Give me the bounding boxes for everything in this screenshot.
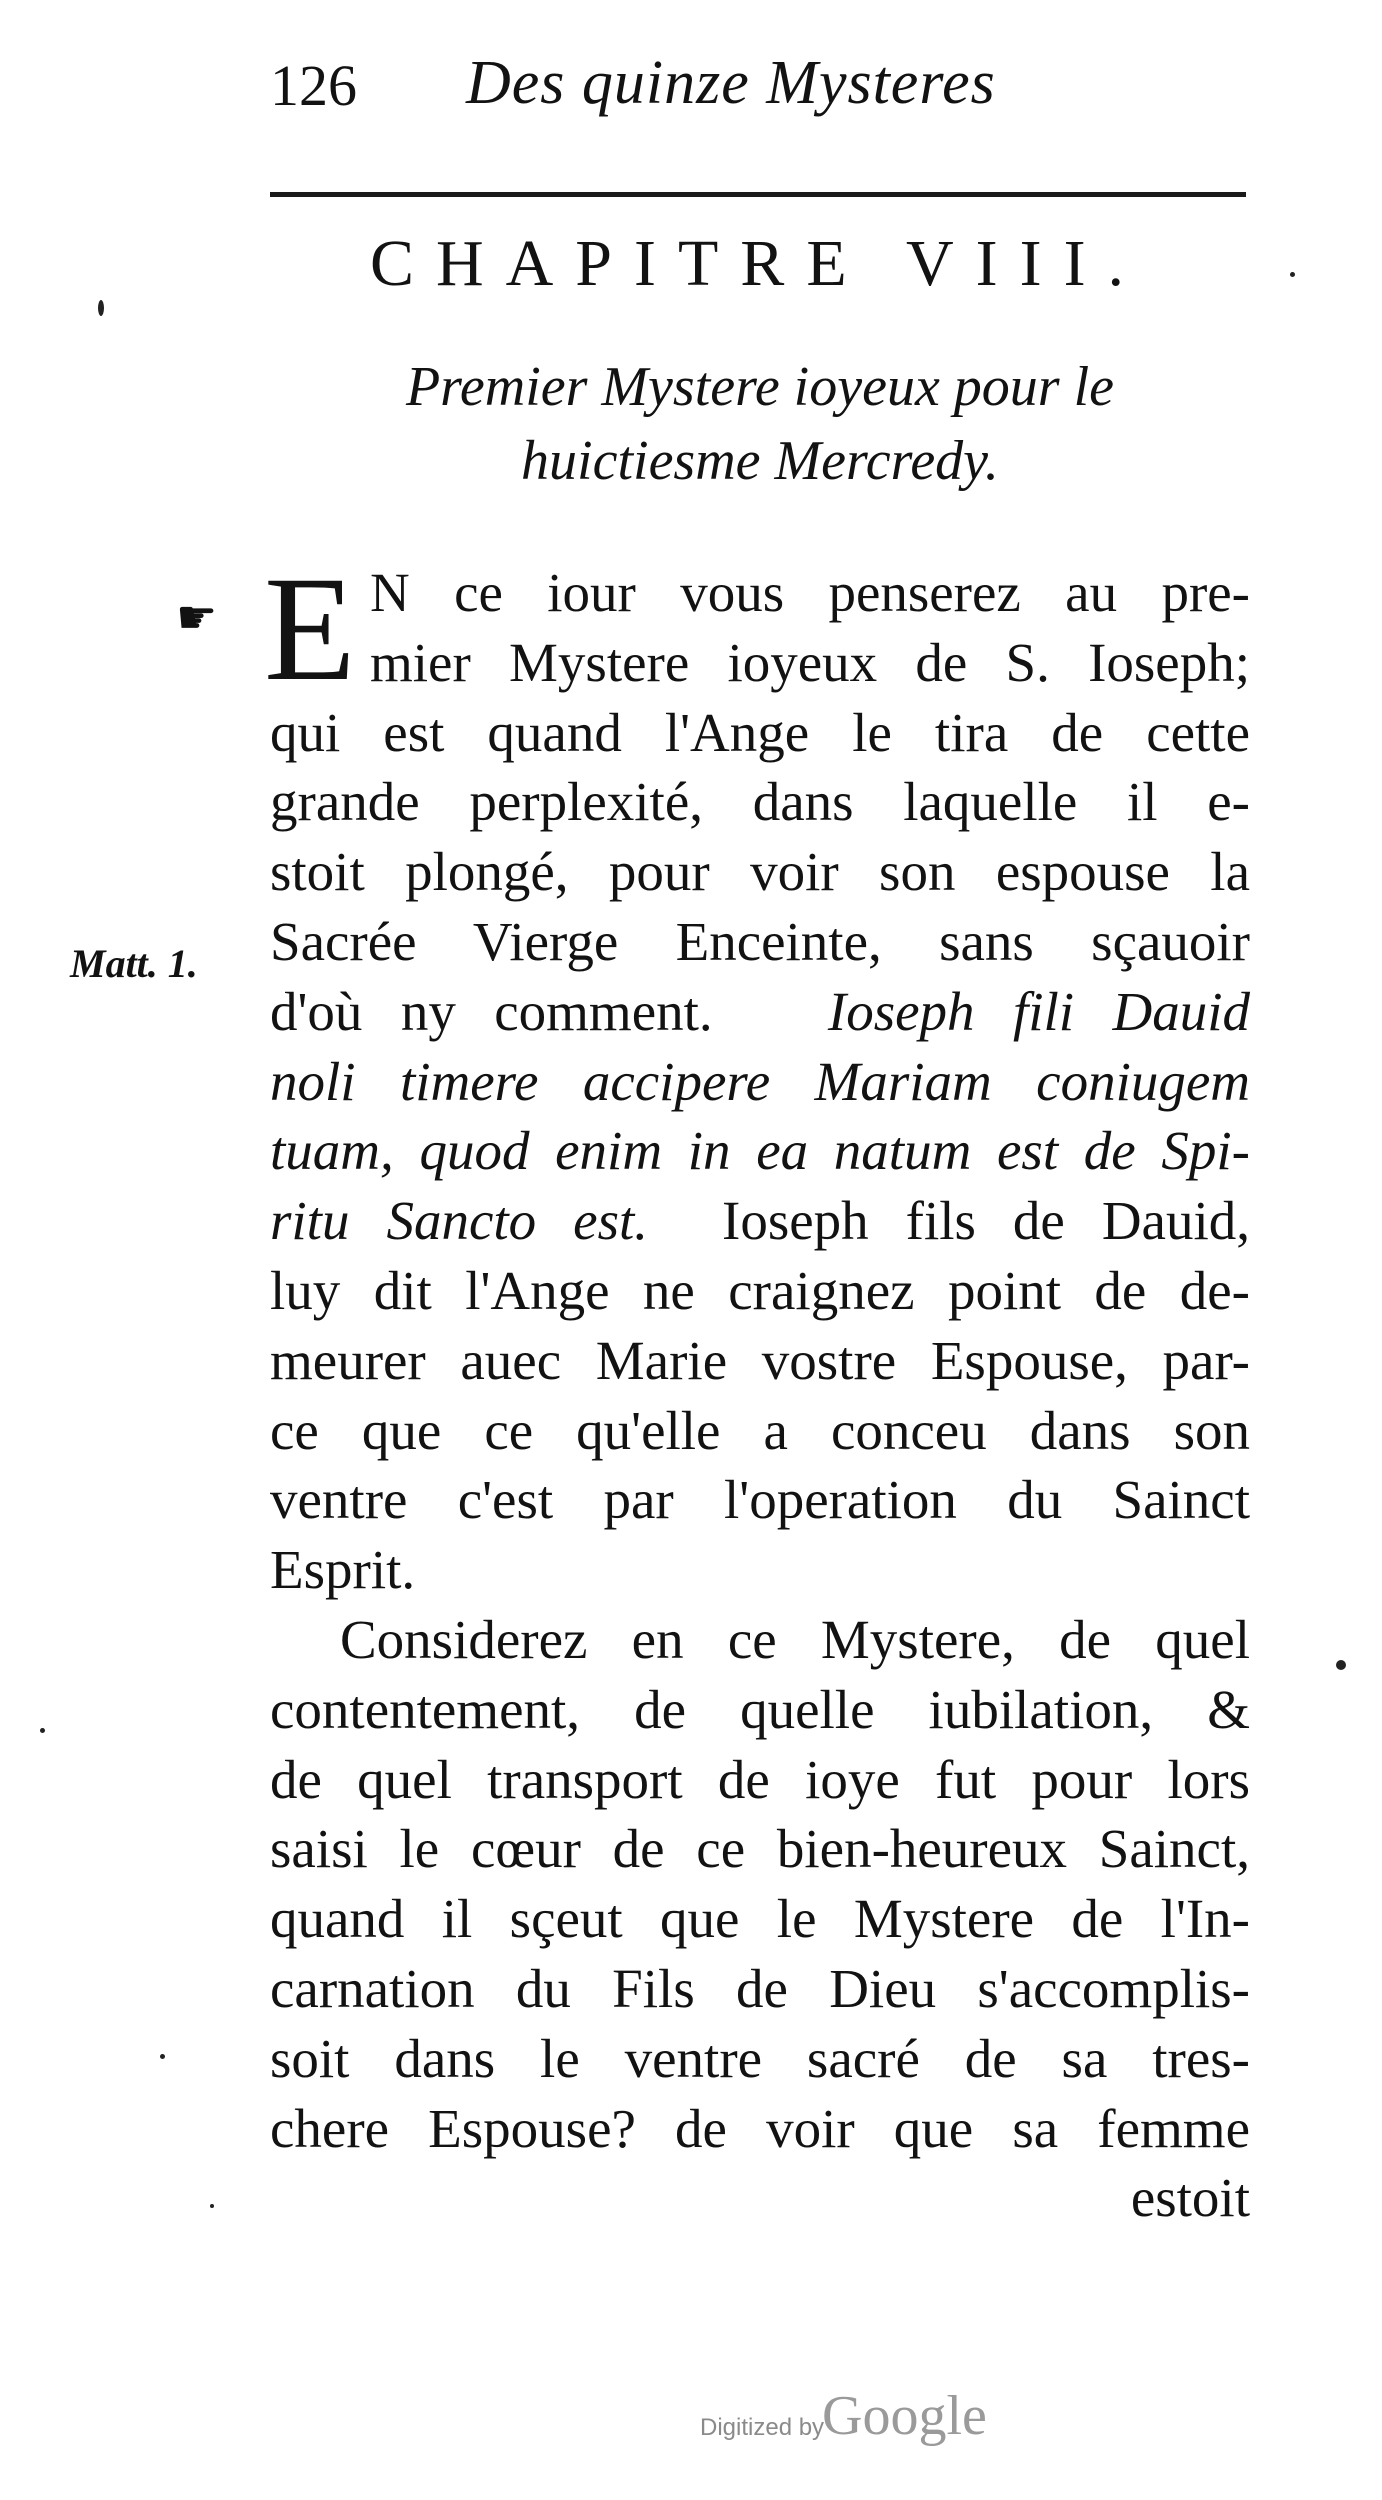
text-line: mier Mystere ioyeux de S. Ioseph; bbox=[370, 631, 1250, 693]
latin-quote: noli timere accipere Mariam coniugem bbox=[270, 1050, 1250, 1112]
text-line: chere Espouse? de voir que sa femme bbox=[270, 2097, 1250, 2159]
text-line: contentement, de quelle iubilation, & bbox=[270, 1678, 1250, 1740]
running-title: Des quinze Mysteres bbox=[466, 49, 996, 117]
text-line: de quel transport de ioye fut pour lors bbox=[270, 1748, 1250, 1810]
header-rule bbox=[270, 192, 1246, 197]
subtitle-line: huictiesme Mercredy. bbox=[521, 430, 999, 492]
scan-speck bbox=[1290, 272, 1295, 277]
text-line: saisi le cœur de ce bien-heureux Sainct, bbox=[270, 1818, 1250, 1880]
google-logo: Google bbox=[822, 2385, 987, 2447]
scan-speck bbox=[160, 2054, 165, 2059]
body-text bbox=[264, 546, 1250, 2233]
page-number: 126 bbox=[270, 53, 357, 118]
text-line: ce que ce qu'elle a conceu dans son bbox=[270, 1399, 1250, 1461]
text-line: ventre c'est par l'operation du Sainct bbox=[270, 1469, 1250, 1531]
pointing-hand-icon: ☛ bbox=[176, 590, 218, 644]
scan-speck bbox=[1336, 1660, 1346, 1670]
latin-quote: ritu Sancto est. bbox=[270, 1190, 648, 1252]
chapter-subtitle bbox=[300, 350, 1220, 498]
scan-speck bbox=[210, 2204, 214, 2208]
text-line: stoit plongé, pour voir son espouse la bbox=[270, 841, 1250, 903]
digitized-by-label: Digitized by bbox=[700, 2414, 825, 2441]
text-run: Ioseph fils de Dauid, bbox=[722, 1190, 1250, 1252]
margin-reference: Matt. 1. bbox=[70, 941, 198, 986]
chapter-title: CHAPITRE VIII. bbox=[369, 227, 1147, 300]
running-head bbox=[270, 48, 1260, 118]
text-line bbox=[270, 1047, 1250, 1117]
text-line bbox=[270, 977, 1250, 1047]
text-line bbox=[270, 1186, 1250, 1256]
latin-quote: Ioseph fili Dauid bbox=[827, 980, 1250, 1042]
drop-cap: E bbox=[264, 546, 356, 712]
text-line: soit dans le ventre sacré de sa tres- bbox=[270, 2027, 1250, 2089]
catchword: estoit bbox=[1130, 2167, 1250, 2229]
text-line: qui est quand l'Ange le tira de cette bbox=[270, 701, 1250, 763]
text-line: N ce iour vous penserez au pre- bbox=[370, 562, 1250, 623]
text-line: meurer auec Marie vostre Espouse, par- bbox=[270, 1329, 1250, 1391]
text-line: Considerez en ce Mystere, de quel bbox=[340, 1608, 1250, 1670]
scan-speck bbox=[98, 300, 104, 316]
text-line: carnation du Fils de Dieu s'accomplis- bbox=[270, 1957, 1250, 2019]
latin-quote: tuam, quod enim in ea natum est de Spi- bbox=[270, 1120, 1250, 1182]
scan-speck bbox=[40, 1728, 45, 1733]
text-line: quand il sçeut que le Mystere de l'In- bbox=[270, 1888, 1250, 1950]
subtitle-line: Premier Mystere ioyeux pour le bbox=[405, 356, 1115, 418]
text-line: grande perplexité, dans laquelle il e- bbox=[270, 771, 1250, 833]
text-line bbox=[270, 1116, 1250, 1186]
text-line: Esprit. bbox=[270, 1539, 416, 1601]
text-line: Sacrée Vierge Enceinte, sans sçauoir bbox=[270, 910, 1250, 972]
text-run: d'où ny comment. bbox=[270, 980, 713, 1042]
text-line: luy dit l'Ange ne craignez point de de- bbox=[270, 1259, 1250, 1321]
